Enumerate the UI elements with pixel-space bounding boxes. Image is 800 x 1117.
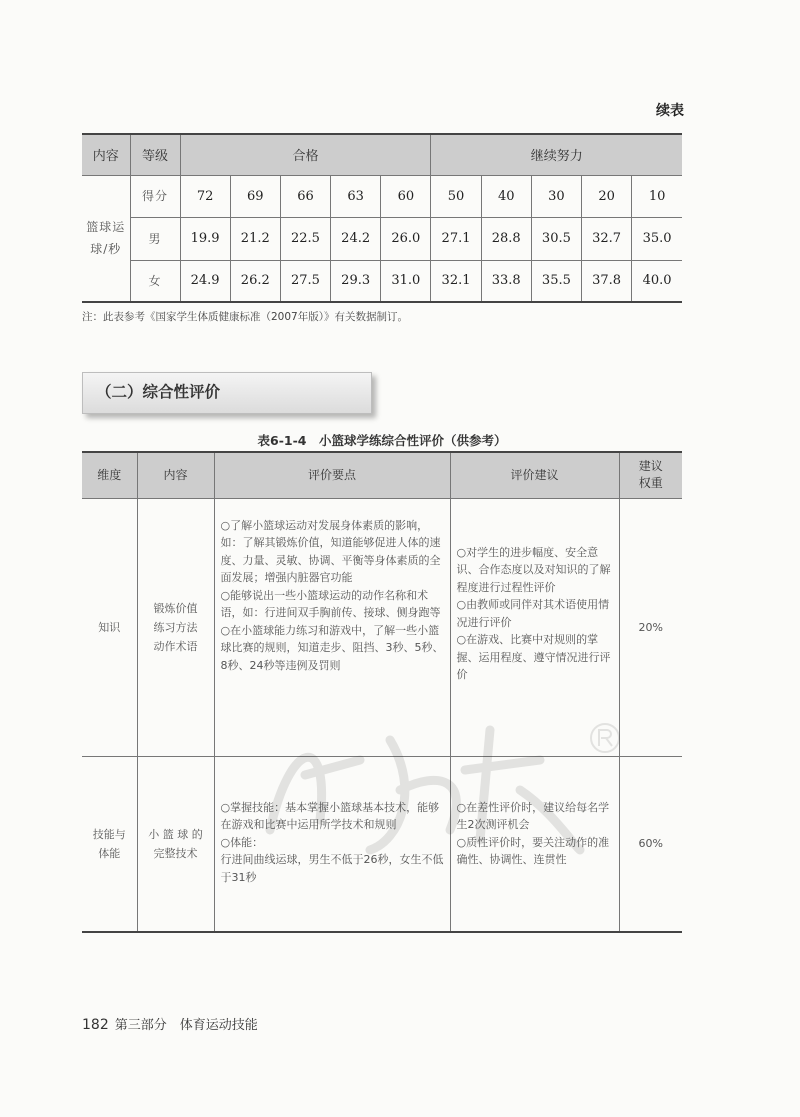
content-line: 动作术语 [153, 639, 198, 653]
table-cell: 24.9 [180, 260, 230, 302]
table-cell: 26.0 [381, 217, 431, 260]
point-item: ○体能： [220, 835, 264, 849]
advice-item: ○对学生的进步幅度、安全意识、合作态度以及对知识的了解程度进行过程性评价 [456, 545, 611, 594]
content-cell [137, 756, 214, 932]
row-label: 得分 [130, 175, 180, 217]
header-keep-trying: 继续努力 [431, 134, 682, 175]
point-item: ○能够说出一些小篮球运动的动作名称和术语，如：行进间双手胸前传、接球、侧身跑等 [220, 588, 441, 619]
table-cell: 30.5 [531, 217, 581, 260]
dimension-line: 体能 [98, 846, 121, 860]
header-weight-line: 建议 [638, 459, 663, 474]
advice-item: ○由教师或同伴对其术语使用情况进行评价 [456, 598, 610, 629]
table-cell: 27.1 [431, 217, 481, 260]
header-pass: 合格 [180, 134, 431, 175]
header-grade: 等级 [130, 134, 180, 175]
weight-cell: 20% [619, 498, 682, 756]
row-label: 男 [130, 217, 180, 260]
table-note: 注：此表参考《国家学生体质健康标准（2007年版）》有关数据制订。 [82, 311, 408, 323]
table-cell: 69 [230, 175, 280, 217]
table-cell: 30 [531, 175, 581, 217]
content-line: 小 篮 球 的 [148, 827, 203, 841]
table-cell: 66 [280, 175, 330, 217]
score-table-header [82, 134, 682, 175]
table-cell: 22.5 [280, 217, 330, 260]
table-cell: 29.3 [331, 260, 381, 302]
point-item: 行进间曲线运球，男生不低于26秒，女生不低于31秒 [220, 853, 444, 884]
table-cell: 33.8 [481, 260, 531, 302]
table-cell: 35.0 [632, 217, 682, 260]
row-label-basketball-dribble [82, 175, 130, 302]
dimension-cell [82, 498, 137, 756]
table-row [82, 217, 682, 260]
content-line: 练习方法 [153, 620, 198, 634]
point-item: ○了解小篮球运动对发展身体素质的影响，如：了解其锻炼价值，知道能够促进人体的速度、力量、灵敏、协调、平衡等身体素质的全面发展；增强内脏器官功能 [220, 518, 441, 584]
row-label-line: 球/秒 [90, 242, 122, 257]
page-number: 182 [82, 1017, 109, 1033]
part-title: 第三部分 体育运动技能 [114, 1018, 258, 1033]
dimension-line: 技能与 [92, 827, 126, 841]
table-cell: 27.5 [280, 260, 330, 302]
registered-mark-icon [591, 724, 619, 752]
table-cell: 20 [582, 175, 632, 217]
table-row [82, 175, 682, 217]
table-cell: 32.7 [582, 217, 632, 260]
table-cell: 63 [331, 175, 381, 217]
header-weight [619, 452, 682, 498]
table-cell: 21.2 [230, 217, 280, 260]
point-item: ○在小篮球能力练习和游戏中，了解一些小篮球比赛的规则，知道走步、阻挡、3秒、5秒、8秒、24秒等违例及罚则 [220, 623, 444, 672]
advice-item: ○在差性评价时，建议给每名学生2次测评机会 [456, 800, 610, 831]
table-cell: 24.2 [331, 217, 381, 260]
advice-item: ○在游戏、比赛中对规则的掌握、运用程度、遵守情况进行评价 [456, 633, 611, 681]
continued-label: 续表 [656, 103, 684, 119]
point-item: ○掌握技能：基本掌握小篮球基本技术，能够在游戏和比赛中运用所学技术和规则 [220, 800, 440, 831]
header-weight-line: 权重 [638, 476, 663, 491]
advice-item: ○质性评价时，要关注动作的准确性、协调性、连贯性 [456, 835, 610, 866]
content-cell [137, 498, 214, 756]
table-cell: 40.0 [632, 260, 682, 302]
header-points: 评价要点 [214, 452, 450, 498]
table-cell: 72 [180, 175, 230, 217]
header-advice: 评价建议 [450, 452, 619, 498]
row-label-line: 篮球运 [86, 220, 126, 235]
publisher-watermark [250, 700, 630, 860]
table-row [82, 260, 682, 302]
table-cell: 32.1 [431, 260, 481, 302]
dimension-cell [82, 756, 137, 932]
content-line: 锻炼价值 [153, 601, 198, 615]
table-cell: 28.8 [481, 217, 531, 260]
page-footer [82, 1014, 258, 1033]
header-content: 内容 [137, 452, 214, 498]
table-cell: 19.9 [180, 217, 230, 260]
table-cell: 35.5 [531, 260, 581, 302]
table-cell: 40 [481, 175, 531, 217]
row-label: 女 [130, 260, 180, 302]
header-content: 内容 [82, 134, 130, 175]
dimension-line: 知识 [98, 620, 121, 634]
evaluation-table [82, 451, 682, 933]
evaluation-table-header [82, 452, 682, 498]
table-caption: 表6-1-4 小篮球学练综合性评价（供参考） [257, 433, 507, 448]
table-cell: 10 [632, 175, 682, 217]
table-cell: 26.2 [230, 260, 280, 302]
section-title: （二）综合性评价 [96, 383, 221, 401]
header-dimension: 维度 [82, 452, 137, 498]
table-cell: 37.8 [582, 260, 632, 302]
score-table [82, 133, 682, 303]
table-cell: 50 [431, 175, 481, 217]
weight-cell: 60% [619, 756, 682, 932]
table-cell: 60 [381, 175, 431, 217]
content-line: 完整技术 [153, 846, 198, 860]
table-cell: 31.0 [381, 260, 431, 302]
